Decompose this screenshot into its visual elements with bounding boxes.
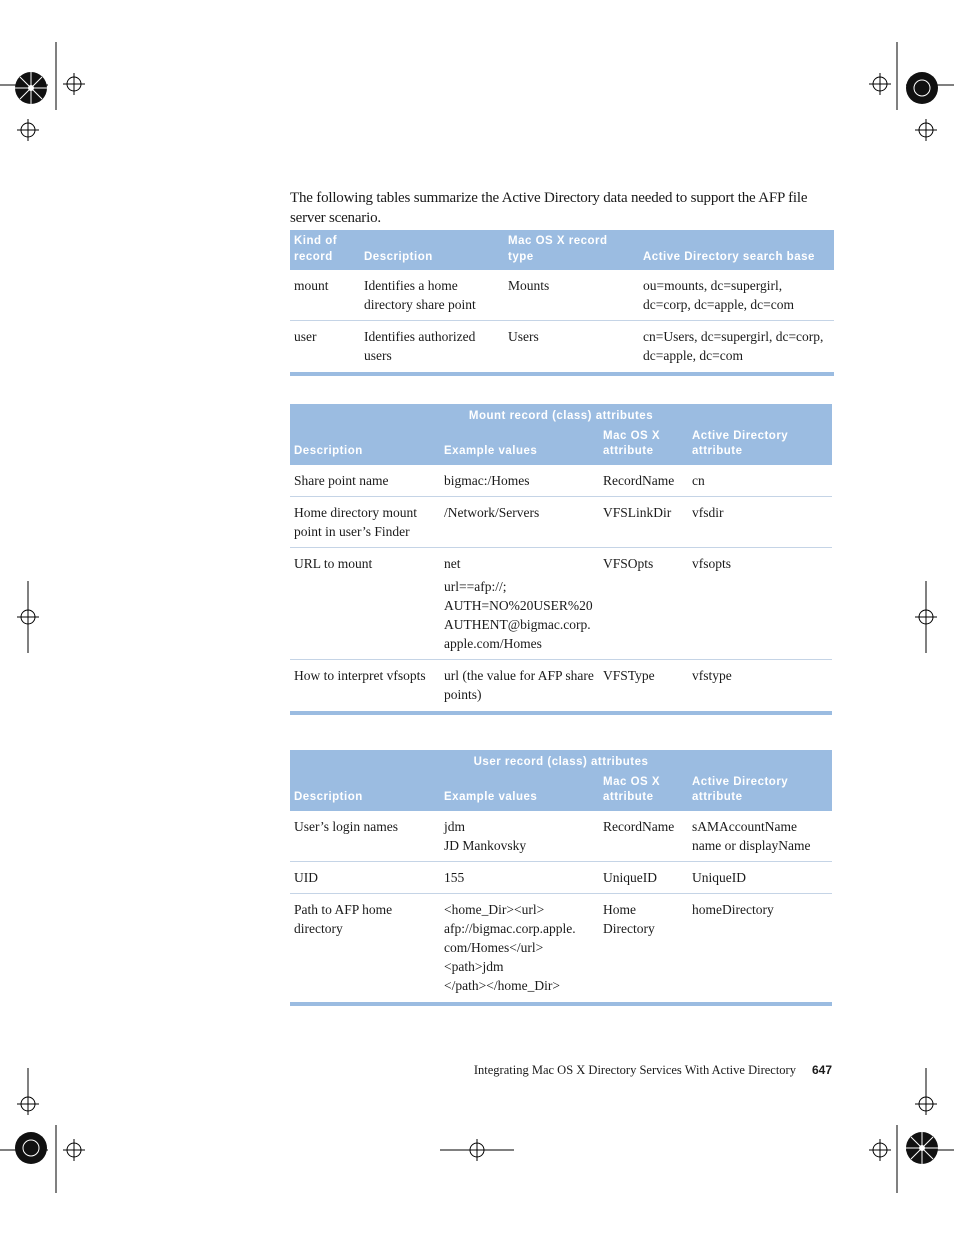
table-cell: sAMAccountName name or displayName — [688, 811, 832, 862]
table-caption-row — [290, 750, 832, 771]
table-cell: VFSType — [599, 659, 688, 713]
table-cell: RecordName — [599, 811, 688, 862]
table-cell: How to interpret vfsopts — [290, 659, 440, 713]
table-cell — [440, 547, 599, 659]
intro-paragraph: The following tables summarize the Active Directory data needed to support the AFP file server scenario. — [290, 190, 808, 226]
column-header-description: Description — [290, 425, 440, 465]
table-header-row — [290, 425, 832, 465]
table-cell: UniqueID — [599, 861, 688, 893]
table-cell: Identifies a home directory share point — [360, 270, 504, 321]
column-header-kind: Kind of record — [290, 230, 360, 270]
table-cell: UID — [290, 861, 440, 893]
table-caption-row — [290, 404, 832, 425]
table-cell: Home Directory — [599, 893, 688, 1004]
table-header-row — [290, 230, 834, 270]
column-header-example-values: Example values — [440, 771, 599, 811]
table-row — [290, 547, 832, 659]
table-cell: URL to mount — [290, 547, 440, 659]
mount-attributes-table — [290, 404, 832, 715]
column-header-ad-attribute: Active Directory attribute — [688, 425, 832, 465]
column-header-ad-attribute: Active Directory attribute — [688, 771, 832, 811]
table-caption: User record (class) attributes — [290, 750, 832, 771]
user-attributes-table — [290, 750, 832, 1006]
table-row — [290, 811, 832, 862]
column-header-ad-search-base: Active Directory search base — [639, 230, 834, 270]
record-types-table — [290, 230, 834, 376]
table-row — [290, 659, 832, 713]
table-cell: url (the value for AFP share points) — [440, 659, 599, 713]
table-cell: Share point name — [290, 465, 440, 497]
table-cell: Users — [504, 321, 639, 375]
column-header-description: Description — [290, 771, 440, 811]
table-row — [290, 321, 834, 375]
table-row — [290, 270, 834, 321]
table-cell: ou=mounts, dc=supergirl, dc=corp, dc=apple, dc=com — [639, 270, 834, 321]
table-cell: RecordName — [599, 465, 688, 497]
column-header-example-values: Example values — [440, 425, 599, 465]
example-value: net — [444, 555, 461, 571]
table-cell: User’s login names — [290, 811, 440, 862]
footer-chapter-title: Integrating Mac OS X Directory Services With Active Directory — [473, 1063, 796, 1077]
page-number: 647 — [811, 1063, 832, 1077]
table-cell: user — [290, 321, 360, 375]
table-cell: UniqueID — [688, 861, 832, 893]
table-row — [290, 893, 832, 1004]
table-cell: Path to AFP home directory — [290, 893, 440, 1004]
table-cell: Identifies authorized users — [360, 321, 504, 375]
table-cell: 155 — [440, 861, 599, 893]
table-cell: homeDirectory — [688, 893, 832, 1004]
table-cell: jdm JD Mankovsky — [440, 811, 599, 862]
table-row — [290, 465, 832, 497]
table-cell: VFSLinkDir — [599, 496, 688, 547]
table-cell: mount — [290, 270, 360, 321]
table-cell: VFSOpts — [599, 547, 688, 659]
column-header-description: Description — [360, 230, 504, 270]
table-cell: Mounts — [504, 270, 639, 321]
table-cell: bigmac:/Homes — [440, 465, 599, 497]
column-header-macos-record-type: Mac OS X record type — [504, 230, 639, 270]
table-cell: vfsdir — [688, 496, 832, 547]
column-header-macos-attribute: Mac OS X attribute — [599, 425, 688, 465]
column-header-macos-attribute: Mac OS X attribute — [599, 771, 688, 811]
table-caption: Mount record (class) attributes — [290, 404, 832, 425]
table-cell: <home_Dir><url> afp://bigmac.corp.apple. com/Homes</url> <path>jdm </path></home_Dir> — [440, 893, 599, 1004]
table-cell: vfsopts — [688, 547, 832, 659]
table-cell: Home directory mount point in user’s Finder — [290, 496, 440, 547]
page-footer — [474, 1063, 832, 1078]
table-cell: vfstype — [688, 659, 832, 713]
table-cell: cn — [688, 465, 832, 497]
table-cell: /Network/Servers — [440, 496, 599, 547]
table-row — [290, 496, 832, 547]
table-header-row — [290, 771, 832, 811]
table-row — [290, 861, 832, 893]
table-cell: cn=Users, dc=supergirl, dc=corp, dc=apple, dc=com — [639, 321, 834, 375]
example-value-url: url==afp://; AUTH=NO%20USER%20 AUTHENT@bigmac.corp. apple.com/Homes — [444, 578, 593, 651]
